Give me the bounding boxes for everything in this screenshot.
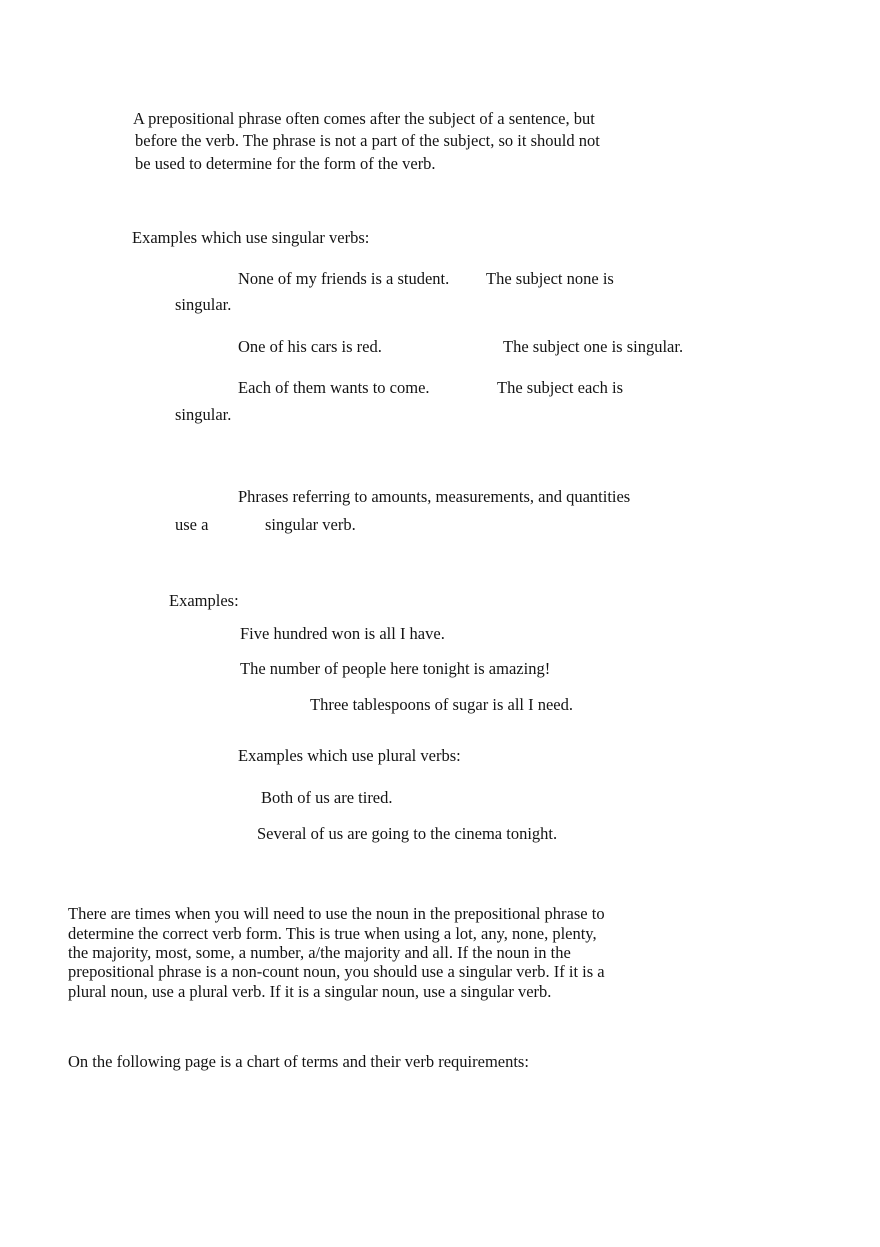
noun-rule-line-4: prepositional phrase is a non-count noun, you should use a singular verb. If it is a bbox=[68, 962, 605, 981]
amounts-example-1: Five hundred won is all I have. bbox=[240, 624, 445, 643]
noun-rule-line-3: the majority, most, some, a number, a/the majority and all. If the noun in the bbox=[68, 943, 571, 962]
amounts-rule-line-2a: use a bbox=[175, 515, 209, 534]
singular-note-1-cont: singular. bbox=[175, 295, 232, 314]
intro-line-2: before the verb. The phrase is not a part of the subject, so it should not bbox=[135, 131, 600, 150]
singular-example-2: One of his cars is red. bbox=[238, 337, 382, 356]
noun-rule-line-1: There are times when you will need to use the noun in the prepositional phrase to bbox=[68, 904, 605, 923]
plural-heading: Examples which use plural verbs: bbox=[238, 746, 461, 765]
amounts-rule-line-2b: singular verb. bbox=[265, 515, 356, 534]
intro-line-3: be used to determine for the form of the verb. bbox=[135, 154, 436, 173]
noun-rule-line-5: plural noun, use a plural verb. If it is a singular noun, use a singular verb. bbox=[68, 982, 552, 1001]
amounts-example-2: The number of people here tonight is amazing! bbox=[240, 659, 551, 678]
amounts-rule-line-1: Phrases referring to amounts, measurements, and quantities bbox=[238, 487, 631, 506]
singular-example-1: None of my friends is a student. bbox=[238, 269, 450, 288]
noun-rule-line-2: determine the correct verb form. This is true when using a lot, any, none, plenty, bbox=[68, 924, 597, 943]
singular-note-1: The subject none is bbox=[486, 269, 614, 288]
plural-example-2: Several of us are going to the cinema tonight. bbox=[257, 824, 558, 843]
amounts-example-3: Three tablespoons of sugar is all I need. bbox=[310, 695, 574, 714]
amounts-examples-heading: Examples: bbox=[169, 591, 239, 610]
singular-note-2: The subject one is singular. bbox=[503, 337, 684, 356]
closing-line: On the following page is a chart of terms and their verb requirements: bbox=[68, 1052, 529, 1071]
plural-example-1: Both of us are tired. bbox=[261, 788, 393, 807]
singular-example-3: Each of them wants to come. bbox=[238, 378, 430, 397]
intro-line-1: A prepositional phrase often comes after the subject of a sentence, but bbox=[133, 109, 595, 128]
singular-heading: Examples which use singular verbs: bbox=[132, 228, 370, 247]
singular-note-3-cont: singular. bbox=[175, 405, 232, 424]
singular-note-3: The subject each is bbox=[497, 378, 623, 397]
